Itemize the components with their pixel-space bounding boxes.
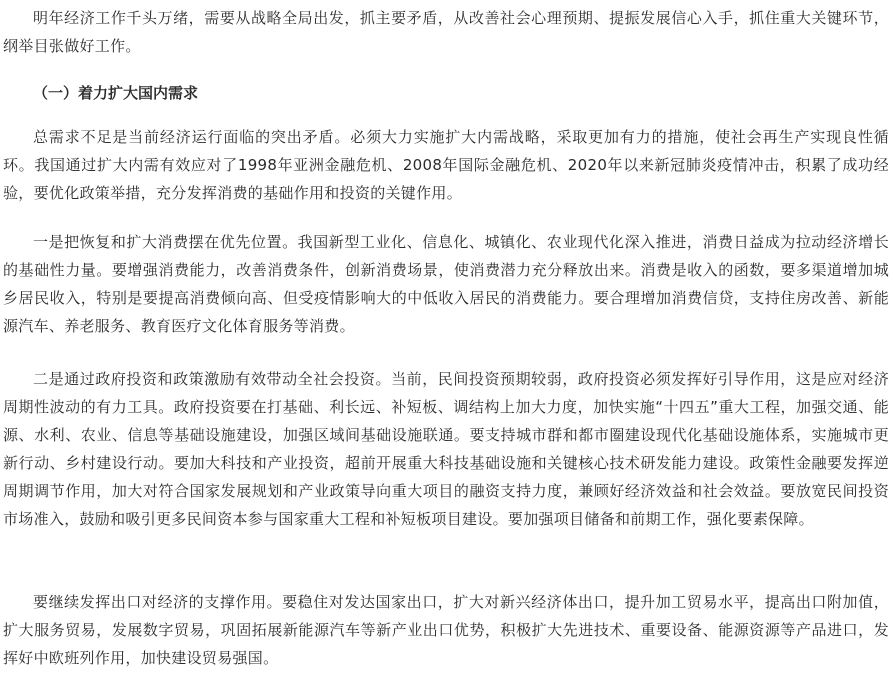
- paragraph-consumption: 一是把恢复和扩大消费摆在优先位置。我国新型工业化、信息化、城镇化、农业现代化深入推进，消费日益成为拉动经济增长的基础性力量。要增强消费能力，改善消费条件，创新消费场景，使消费潜力充分释放出来。消费是收入的函数，要多渠道增加城乡居民收入，特别是要提高消费倾向高、但受疫情影响大的中低收入居民的消费能力。要合理增加消费信贷，支持住房改善、新能源汽车、养老服务、教育医疗文化体育服务等消费。: [3, 233, 889, 335]
- paragraph-demand: 总需求不足是当前经济运行面临的突出矛盾。必须大力实施扩大内需战略，采取更加有力的措施，使社会再生产实现良性循环。我国通过扩大内需有效应对了1998年亚洲金融危机、2008年国际金融危机、2020年以来新冠肺炎疫情冲击，积累了成功经验，要优化政策举措，充分发挥消费的基础作用和投资的关键作用。: [3, 128, 889, 202]
- section-heading: （一）着力扩大国内需求: [33, 84, 199, 102]
- paragraph-exports: 要继续发挥出口对经济的支撑作用。要稳住对发达国家出口，扩大对新兴经济体出口，提升加工贸易水平，提高出口附加值，扩大服务贸易，发展数字贸易，巩固拓展新能源汽车等新产业出口优势，积极扩大先进技术、重要设备、能源资源等产品进口，发挥好中欧班列作用，加快建设贸易强国。: [3, 593, 889, 667]
- intro-paragraph: 明年经济工作千头万绪，需要从战略全局出发，抓主要矛盾，从改善社会心理预期、提振发展信心入手，抓住重大关键环节，纲举目张做好工作。: [3, 9, 889, 55]
- paragraph-investment: 二是通过政府投资和政策激励有效带动全社会投资。当前，民间投资预期较弱，政府投资必须发挥好引导作用，这是应对经济周期性波动的有力工具。政府投资要在打基础、利长远、补短板、调结构上加大力度，加快实施“十四五”重大工程，加强交通、能源、水利、农业、信息等基础设施建设，加强区域间基础设施联通。要支持城市群和都市圈建设现代化基础设施体系，实施城市更新行动、乡村建设行动。要加大科技和产业投资，超前开展重大科技基础设施和关键核心技术研发能力建设。政策性金融要发挥逆周期调节作用，加大对符合国家发展规划和产业政策导向重大项目的融资支持力度，兼顾好经济效益和社会效益。要放宽民间投资市场准入，鼓励和吸引更多民间资本参与国家重大工程和补短板项目建设。要加强项目储备和前期工作，强化要素保障。: [3, 370, 889, 528]
